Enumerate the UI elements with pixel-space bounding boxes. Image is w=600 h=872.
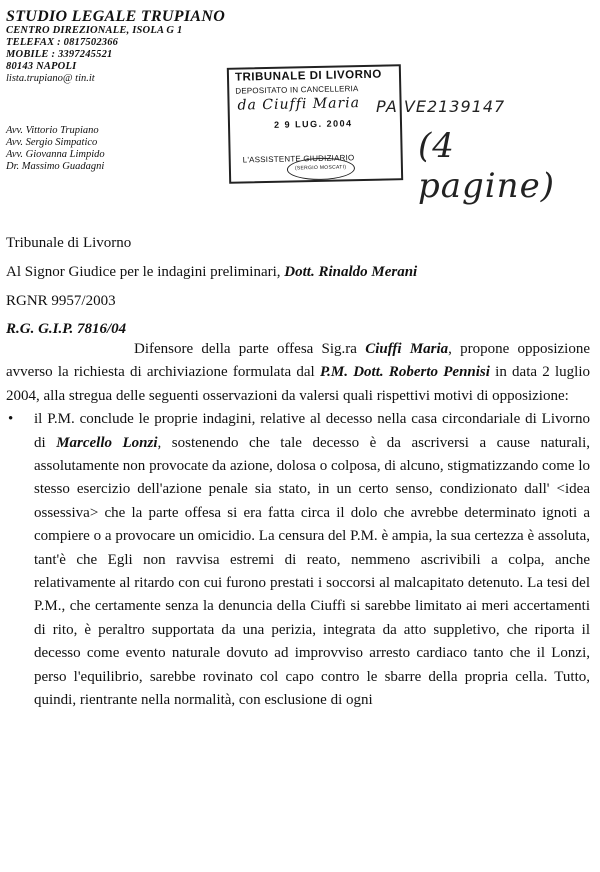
addressee-prefix: Al Signor Giudice per le indagini preliminari, [6, 264, 285, 280]
stamp-handwritten-name: da Ciuffi Maria [237, 95, 361, 114]
deceased-name: Marcello Lonzi [56, 434, 158, 451]
judge-name: Dott. Rinaldo Merani [284, 264, 418, 280]
opening-paragraph [6, 338, 590, 408]
client-name: Ciuffi Maria [365, 341, 449, 357]
firm-address: CENTRO DIREZIONALE, ISOLA G 1 [6, 25, 183, 36]
firm-fax: TELEFAX : 0817502366 [6, 37, 119, 48]
lawyer-name: Avv. Sergio Simpatico [6, 137, 98, 148]
text-segment: il P.M. conclude le proprie indagini, relative al decesso nella casa circondariale di Livorno di [34, 411, 590, 451]
text-segment: Difensore della parte offesa Sig.ra [134, 341, 366, 357]
bullet-item [6, 408, 590, 712]
firm-email: lista.trupiano@ tin.it [6, 73, 95, 84]
stamp-date: 2 9 LUG. 2004 [273, 118, 353, 130]
lawyer-name: Avv. Giovanna Limpido [6, 149, 105, 160]
text-segment: , propone opposizione avverso la richiesta di archiviazione formulata dal [6, 341, 590, 381]
handwritten-reference: PA VE2139147 [376, 97, 506, 116]
text-segment: , sostenendo che tale decesso è da ascriversi a cause naturali, assolutamente non provocate da azione, dolosa o colposa, di alcuno, stigmatizzando come lo stesso esercizio dell'azione penale sia stato, in un certo senso, condizionato dall' <idea ossessiva> che la parte offesa si era fatta circa il dolo che avrebbe determinato ignoti a compiere o a provocare un omicidio. La censura del P.M. è ampia, la sua certezza è assoluta, tant'è che Egli non ravvisa estremi di reato, nemmeno ascrivibili a colpa, anche relativamente al ritardo con cui furono prestati i soccorsi al malcapitato detenuto. La tesi del P.M., che certamente senza la denuncia della Ciuffi si sarebbe limitato ai meri accertamenti di rito, è peraltro supportata da una perizia, integrata da atto suppletivo, che riporta il decesso come evento naturale dovuto ad improvviso arresto cardiaco tanto che il Lonzi, perso l'equilibrio, sarebbe rovinato col capo contro le sbarre della propria cella. Tutto, quindi, rientrante nella normalità, con esclusione di ogni [34, 434, 591, 709]
court-filing-stamp [227, 64, 403, 184]
firm-name: STUDIO LEGALE TRUPIANO [6, 8, 226, 25]
rgnr-number: RGNR 9957/2003 [6, 293, 116, 309]
court-name: Tribunale di Livorno [6, 235, 132, 251]
stamp-title: TRIBUNALE DI LIVORNO [234, 68, 382, 84]
rg-gip-number: R.G. G.I.P. 7816/04 [6, 321, 127, 337]
stamp-oval-text: (SERGIO MOSCATI) [294, 164, 347, 172]
stamp-subtitle: DEPOSITATO IN CANCELLERIA [235, 84, 359, 96]
firm-mobile: MOBILE : 3397245521 [6, 49, 113, 60]
stamp-signatory: L'ASSISTENTE GIUDIZIARIO [242, 153, 355, 165]
document-body [6, 338, 590, 713]
lawyer-list [6, 125, 206, 173]
prosecutor-name: P.M. Dott. Roberto Pennisi [319, 364, 490, 381]
handwritten-page-count: (4 pagine) [418, 126, 555, 206]
text-segment: in data 2 luglio 2004, alla stregua delle seguenti osservazioni da valersi quali rispettivi motivi di opposizione: [6, 364, 590, 404]
bullet-icon: • [8, 411, 14, 428]
bullet-paragraph [34, 408, 590, 712]
lawyer-name: Avv. Vittorio Trupiano [6, 125, 99, 136]
lawyer-name: Dr. Massimo Guadagni [6, 161, 105, 172]
letterhead [6, 8, 256, 85]
addressee-line [6, 263, 417, 281]
firm-city: 80143 NAPOLI [6, 61, 77, 72]
